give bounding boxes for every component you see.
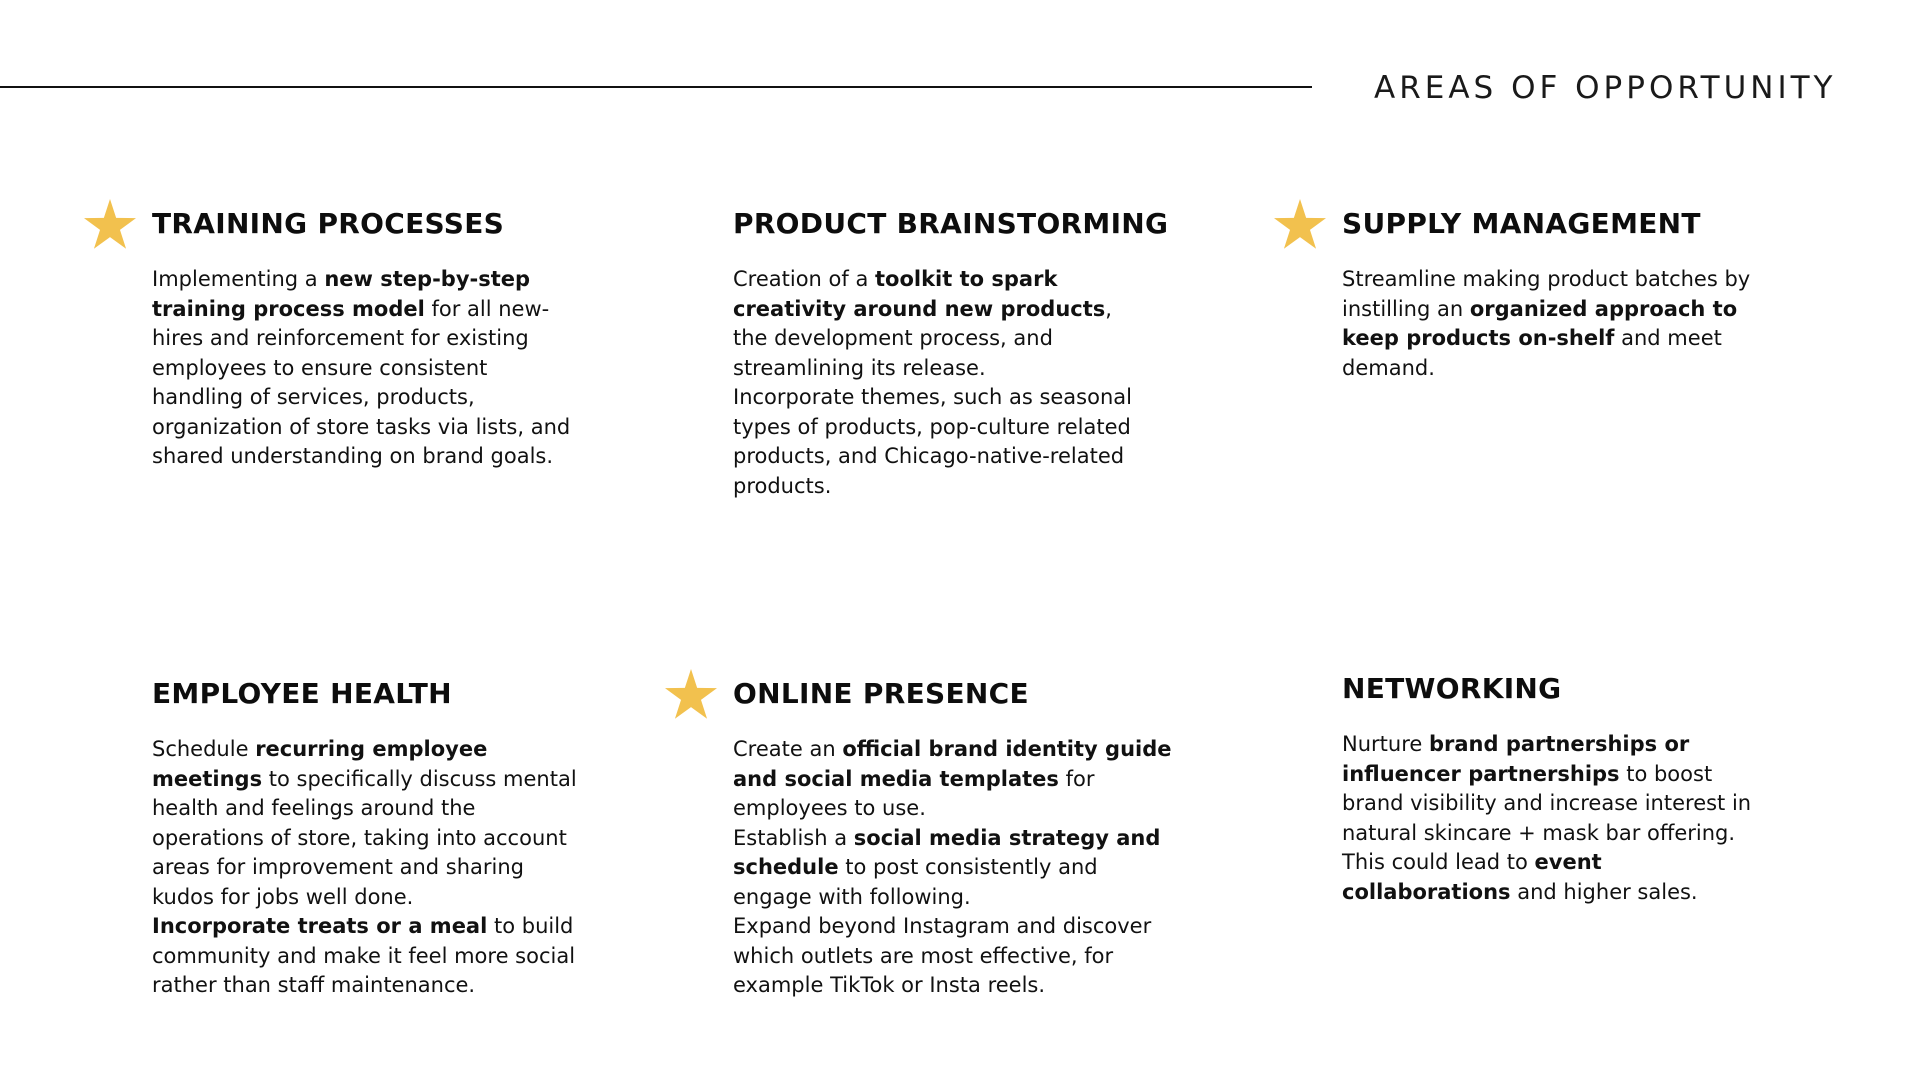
card-title: ONLINE PRESENCE <box>733 677 1029 710</box>
card-body <box>1342 265 1752 383</box>
card-text: for employees to use. <box>733 766 1095 820</box>
card-paragraph: Incorporate themes, such as seasonal types of products, pop-culture related products, and Chicago-native-related products. <box>733 385 1132 498</box>
card-product-brainstorming <box>733 206 1213 501</box>
card-title: EMPLOYEE HEALTH <box>152 677 452 710</box>
card-text-bold: new step-by-step training process model <box>152 267 531 321</box>
card-body <box>152 735 592 1001</box>
card-title: SUPPLY MANAGEMENT <box>1342 207 1701 240</box>
card-paragraph <box>1342 730 1762 848</box>
card-text-bold: toolkit to spark creativity around new products <box>733 267 1106 321</box>
card-paragraph: Expand beyond Instagram and discover which outlets are most effective, for example TikTok or Insta reels. <box>733 914 1152 997</box>
page-title: AREAS OF OPPORTUNITY <box>1374 70 1837 106</box>
card-text: to specifically discuss mental health and feelings around the operations of store, taking into account areas for improvement and sharing kudos for jobs well done. <box>152 766 577 909</box>
card-text: Streamline making product batches by instilling an <box>1342 267 1751 321</box>
card-paragraph <box>152 912 592 1001</box>
card-paragraph <box>152 735 592 912</box>
card-body <box>152 265 572 472</box>
card-text: Establish a <box>733 825 854 850</box>
card-text: This could lead to <box>1342 850 1535 874</box>
card-text: and meet demand. <box>1342 326 1722 380</box>
card-text: Creation of a <box>733 267 875 291</box>
card-text: , the development process, and streamlining its release. <box>733 296 1112 380</box>
card-paragraph <box>733 265 1153 383</box>
star-icon <box>84 199 136 249</box>
card-text-bold: official brand identity guide and social media templates <box>733 737 1172 791</box>
card-title: NETWORKING <box>1342 672 1562 705</box>
card-text: to build community and make it feel more social rather than staff maintenance. <box>152 914 576 997</box>
card-text: for all new-hires and reinforcement for existing employees to ensure consistent handling of services, products, organization of store tasks via lists, and shared understanding on brand goals. <box>152 296 571 468</box>
card-text-bold: event collaborations <box>1342 850 1602 904</box>
card-paragraph <box>1342 848 1762 907</box>
card-text: Schedule <box>152 737 256 761</box>
card-text: and higher sales. <box>1510 879 1698 904</box>
card-text-bold: recurring employee meetings <box>152 737 488 791</box>
card-text: to post consistently and engage with following. <box>733 855 1098 909</box>
card-paragraph <box>733 735 1173 824</box>
card-body <box>733 265 1153 501</box>
card-online-presence <box>733 676 1213 1001</box>
card-text-bold: social media strategy and schedule <box>733 825 1161 879</box>
header-divider-line <box>0 86 1312 88</box>
card-employee-health <box>152 676 632 1001</box>
card-training-processes <box>152 206 632 472</box>
card-title: TRAINING PROCESSES <box>152 207 505 240</box>
card-networking <box>1342 671 1822 907</box>
card-text-bold: organized approach to keep products on-shelf <box>1342 296 1738 350</box>
card-paragraph <box>733 824 1173 913</box>
card-title: PRODUCT BRAINSTORMING <box>733 207 1169 240</box>
card-text: Implementing a <box>152 267 325 291</box>
card-text-bold: brand partnerships or influencer partnerships <box>1342 732 1690 786</box>
star-icon <box>665 669 717 719</box>
card-text: Create an <box>733 737 843 761</box>
card-text: Nurture <box>1342 732 1429 756</box>
card-body <box>1342 730 1762 907</box>
card-text-bold: Incorporate treats or a meal <box>152 914 488 938</box>
star-icon <box>1274 199 1326 249</box>
card-body <box>733 735 1173 1001</box>
card-supply-management <box>1342 206 1822 383</box>
card-text: to boost brand visibility and increase interest in natural skincare + mask bar offering. <box>1342 761 1752 845</box>
